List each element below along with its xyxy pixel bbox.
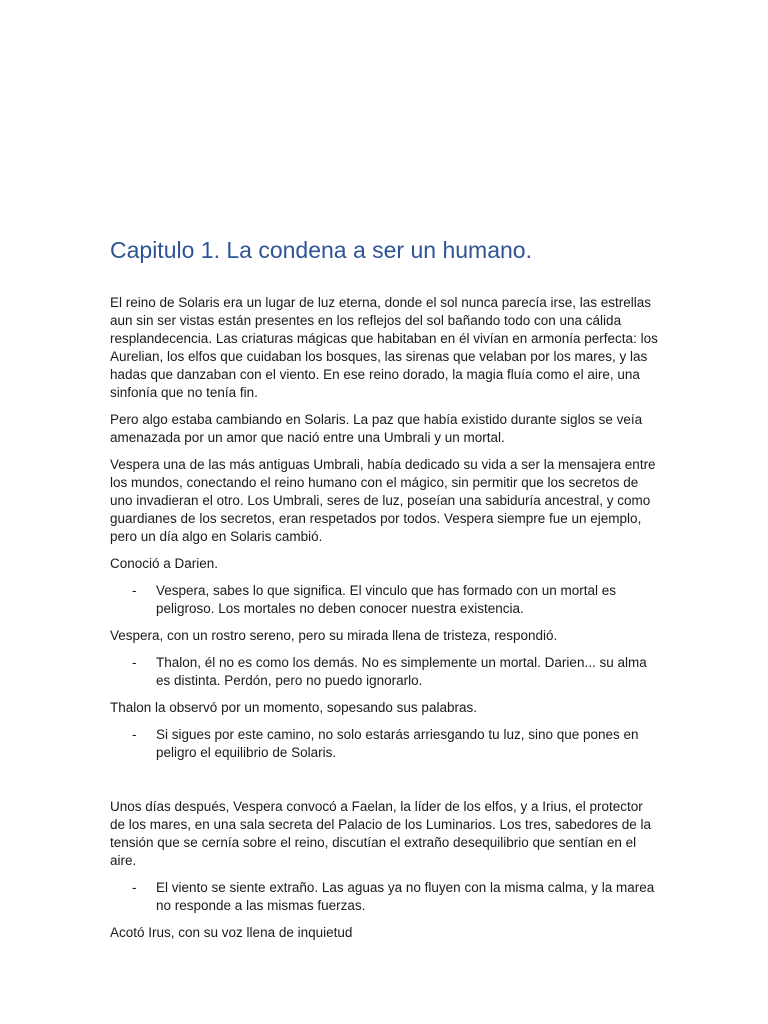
document-content [110, 236, 660, 951]
paragraph-irus-remark: Acotó Irus, con su voz llena de inquietud [110, 925, 353, 940]
dialogue-strange-wind [110, 879, 660, 915]
paragraph-solaris-intro: El reino de Solaris era un lugar de luz eterna, donde el sol nunca parecía irse, las estrellas aun sin ser vistas están presentes en los reflejos del sol bañando todo con una cálida resplandecencia. Las criaturas mágicas que habitaban en él vivían en armonía perfecta: los Aurelian, los elfos que cuidaban los bosques, las sirenas que velaban por los mares, y las hadas que danzaban con el viento. En ese reino dorado, la magia fluía como el aire, una sinfonía que no tenía fin. [110, 295, 658, 400]
dash-bullet: - [132, 655, 137, 670]
chapter-title: Capitulo 1. La condena a ser un humano. [110, 237, 532, 263]
dash-bullet: - [132, 727, 137, 742]
paragraph-council-meeting: Unos días después, Vespera convocó a Faelan, la líder de los elfos, y a Irius, el protector de los mares, en una sala secreta del Palacio de los Luminarios. Los tres, sabedores de la tensión que se cernía sobre el reino, discutían el extraño desequilibrio que sentían en el aire. [110, 799, 652, 868]
dash-bullet: - [132, 880, 137, 895]
paragraph-thalon-observes: Thalon la observó por un momento, sopesando sus palabras. [110, 700, 477, 715]
dialogue-text: Vespera, sabes lo que significa. El vinculo que has formado con un mortal es peligroso. Los mortales no deben conocer nuestra existencia. [156, 583, 617, 616]
dialogue-text: Si sigues por este camino, no solo estarás arriesgando tu luz, sino que pones en peligro el equilibrio de Solaris. [156, 727, 639, 760]
dialogue-thalon-warning [110, 582, 660, 618]
paragraph-solaris-change: Pero algo estaba cambiando en Solaris. La paz que había existido durante siglos se veía amenazada por un amor que nació entre una Umbrali y un mortal. [110, 412, 643, 445]
dash-bullet: - [132, 583, 137, 598]
chapter-body [110, 294, 660, 942]
paragraph-vespera-intro: Vespera una de las más antiguas Umbrali, había dedicado su vida a ser la mensajera entre los mundos, conectando el reino humano con el mágico, sin permitir que los secretos de uno invadieran el otro. Los Umbrali, seres de luz, poseían una sabiduría ancestral, y como guardianes de los secretos, eran respetados por todos. Vespera siempre fue un ejemplo, pero un día algo en Solaris cambió. [110, 457, 656, 544]
dialogue-text: El viento se siente extraño. Las aguas ya no fluyen con la misma calma, y la marea no responde a las mismas fuerzas. [156, 880, 655, 913]
paragraph-vespera-responds: Vespera, con un rostro sereno, pero su mirada llena de tristeza, respondió. [110, 628, 558, 643]
paragraph-met-darien: Conoció a Darien. [110, 556, 219, 571]
dialogue-thalon-path [110, 726, 660, 762]
dialogue-vespera-reply [110, 654, 660, 690]
dialogue-text: Thalon, él no es como los demás. No es simplemente un mortal. Darien... su alma es distinta. Perdón, pero no puedo ignorarlo. [156, 655, 647, 688]
